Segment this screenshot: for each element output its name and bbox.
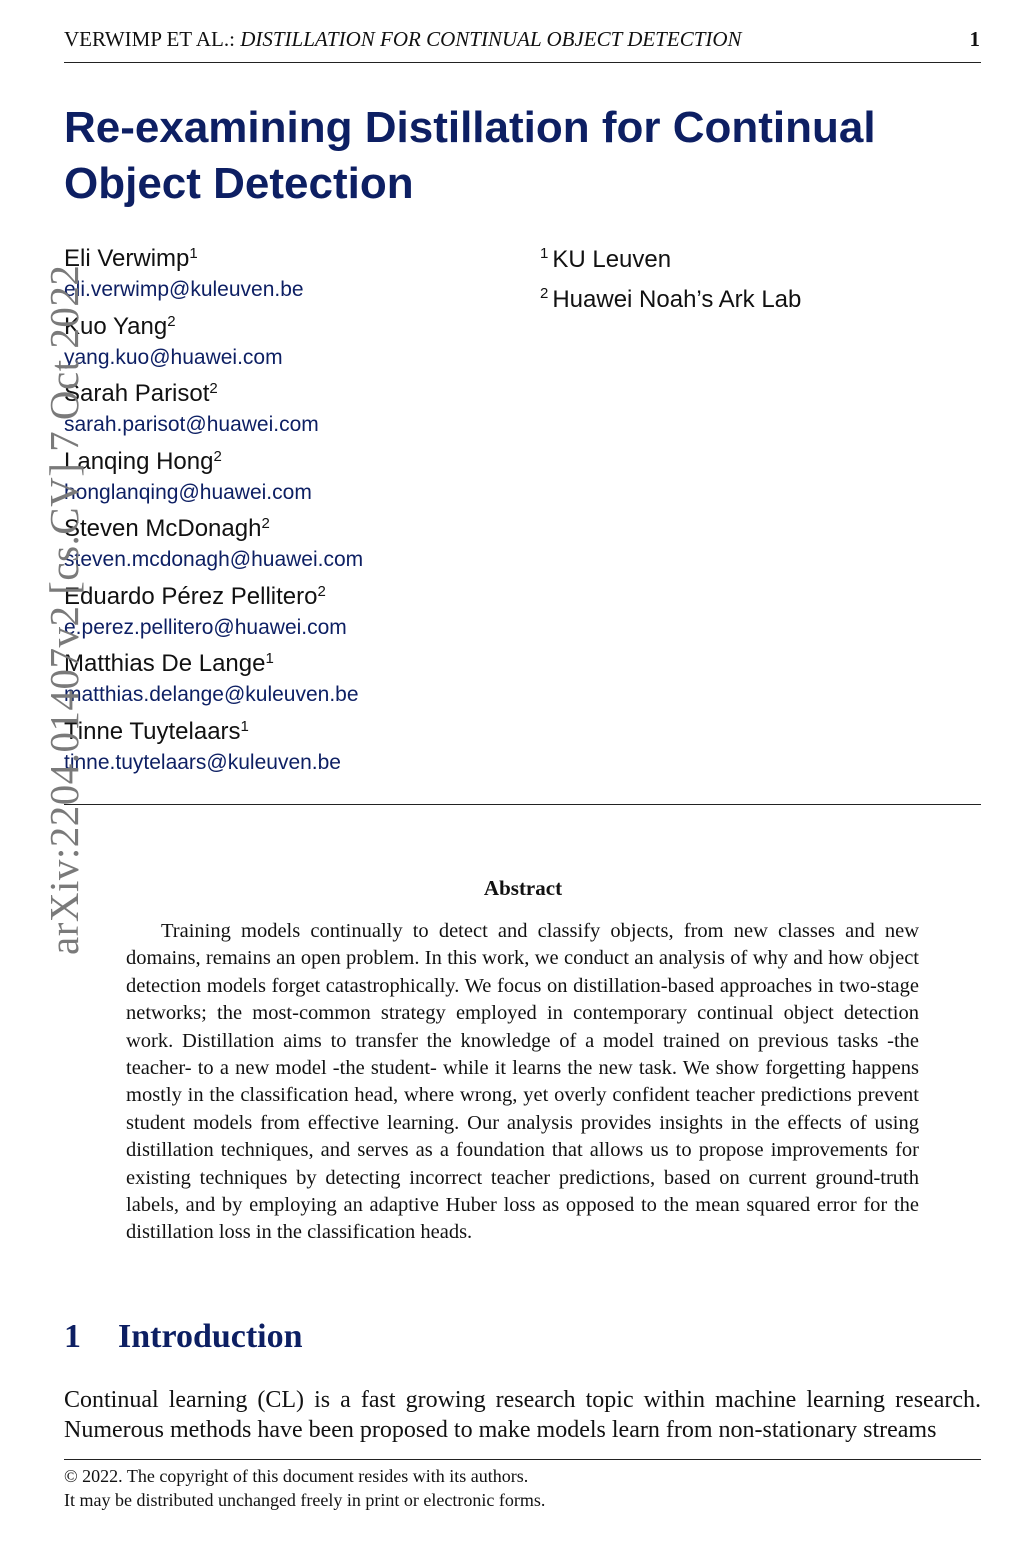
affiliation-number: 2 — [540, 285, 549, 302]
title-block-rule — [64, 804, 981, 805]
affiliation-entry — [540, 244, 801, 284]
author-email-link[interactable]: matthias.delange@kuleuven.be — [64, 683, 359, 706]
author-affil-mark: 2 — [261, 515, 270, 532]
author-affil-mark: 2 — [317, 582, 326, 600]
author-name: Eli Verwimp — [64, 245, 190, 272]
affiliation-name: KU Leuven — [552, 246, 672, 273]
author-affil-mark: 2 — [213, 447, 222, 465]
running-header-authors: VERWIMP ET AL.: — [64, 27, 235, 51]
author-entry — [64, 312, 363, 380]
abstract-body: Training models continually to detect and classify objects, from new classes and new domains, remains an open problem. In this work, we conduct an analysis of why and how object detection models forget catastrophically. We focus on distillation-based approaches in two-stage networks; the most-common strategy employed in contemporary continual object detection work. Distillation aims to transfer the knowledge of a model trained on previous tasks -the teacher- to a new model -the student- while it learns the new task. We show forgetting happens mostly in the classification head, where wrong, yet overly confident teacher predictions prevent student models from effective learning. Our analysis provides insights in the effects of using distillation techniques, and serves as a foundation that allows us to propose improvements for existing techniques by detecting incorrect teacher predictions, based on current ground-truth labels, and by employing an adaptive Huber loss as opposed to the mean squared error for the distillation loss in the classification heads. — [126, 920, 919, 1244]
footer-rule — [64, 1459, 981, 1460]
author-email-link[interactable]: eli.verwimp@kuleuven.be — [64, 278, 304, 301]
author-name: Eduardo Pérez Pellitero — [64, 582, 318, 610]
author-affil-mark: 1 — [265, 650, 274, 667]
section-heading — [64, 1318, 303, 1356]
abstract-heading: Abstract — [483, 876, 563, 900]
author-affil-mark: 1 — [240, 717, 249, 735]
paper-title: Re-examining Distillation for Continual Object Detection — [64, 103, 876, 208]
author-list — [64, 244, 363, 784]
section-title: Introduction — [118, 1318, 303, 1355]
author-name: Kuo Yang — [64, 312, 168, 340]
affiliation-number: 1 — [540, 245, 549, 262]
affiliation-list — [540, 244, 801, 324]
author-email-link[interactable]: e.perez.pellitero@huawei.com — [64, 615, 347, 639]
copyright-footer — [64, 1464, 545, 1512]
author-affil-mark: 1 — [189, 245, 198, 262]
author-name: Lanqing Hong — [64, 447, 214, 475]
author-entry — [64, 717, 363, 785]
intro-paragraph: Continual learning (CL) is a fast growing research topic within machine learning research. Numerous methods have been proposed to make models learn from non-stationary streams — [64, 1387, 981, 1443]
affiliation-name: Huawei Noah’s Ark Lab — [552, 286, 802, 313]
author-affil-mark: 2 — [209, 380, 218, 397]
author-email-link[interactable]: tinne.tuytelaars@kuleuven.be — [64, 750, 341, 774]
author-name: Steven McDonagh — [64, 515, 262, 542]
distribution-line: It may be distributed unchanged freely in print or electronic forms. — [64, 1490, 546, 1510]
author-name: Tinne Tuytelaars — [64, 717, 241, 745]
author-email-link[interactable]: sarah.parisot@huawei.com — [64, 413, 319, 436]
header-rule — [64, 62, 981, 63]
author-entry — [64, 582, 363, 650]
author-email-link[interactable]: yang.kuo@huawei.com — [64, 345, 283, 369]
running-header — [64, 27, 742, 52]
section-number: 1 — [64, 1318, 81, 1355]
author-entry — [64, 514, 363, 582]
author-email-link[interactable]: honglanqing@huawei.com — [64, 480, 312, 504]
arxiv-watermark: arXiv:2204.01407v2 [cs.CV] 7 Oct 2022 — [41, 264, 87, 955]
running-header-title: DISTILLATION FOR CONTINUAL OBJECT DETECTION — [240, 27, 742, 51]
author-entry — [64, 379, 363, 447]
copyright-line: © 2022. The copyright of this document resides with its authors. — [64, 1466, 529, 1486]
author-entry — [64, 649, 363, 717]
author-entry — [64, 447, 363, 515]
author-name: Matthias De Lange — [64, 650, 266, 677]
author-email-link[interactable]: steven.mcdonagh@huawei.com — [64, 548, 364, 571]
page-number: 1 — [969, 27, 980, 51]
author-name: Sarah Parisot — [64, 380, 210, 407]
author-entry — [64, 244, 363, 312]
affiliation-entry — [540, 284, 801, 324]
author-affil-mark: 2 — [167, 312, 176, 330]
